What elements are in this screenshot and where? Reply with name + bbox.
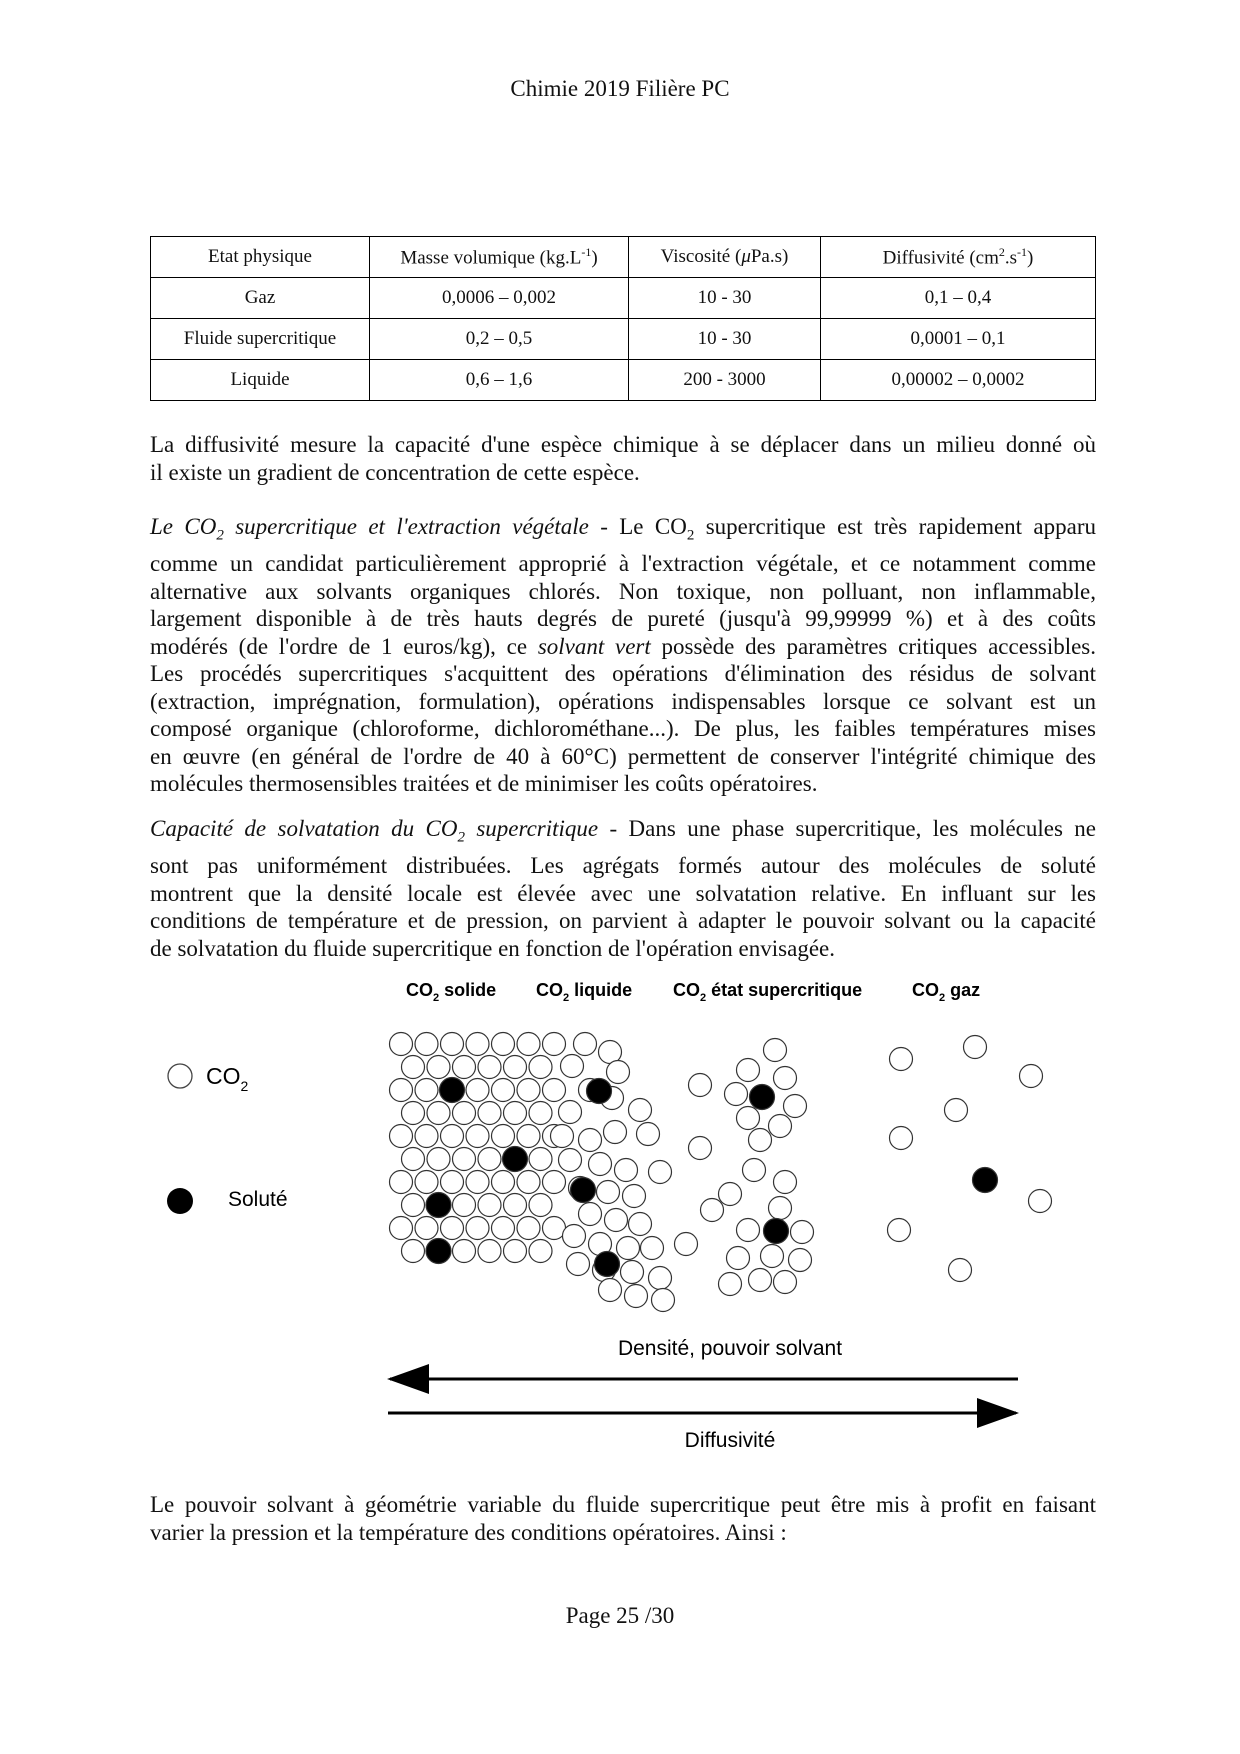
solute-molecule xyxy=(595,1252,620,1277)
co2-molecule xyxy=(764,1039,787,1062)
co2-molecule xyxy=(390,1217,413,1240)
co2-molecule xyxy=(517,1079,540,1102)
co2-molecule xyxy=(402,1148,425,1171)
phase-title-supercritique: $CO_2$ état supercritique xyxy=(673,980,863,1004)
co2-molecule xyxy=(769,1197,792,1220)
header-cell: Masse volumique $(kg.L^{-1})$ xyxy=(370,237,629,278)
table-cell: 200 - 3000 xyxy=(629,360,821,401)
co2-molecule xyxy=(719,1273,742,1296)
phase-title-solide: $CO_2$ solide xyxy=(406,980,497,1004)
co2-molecule xyxy=(402,1194,425,1217)
co2-molecule xyxy=(789,1249,812,1272)
solute-molecule xyxy=(503,1147,528,1172)
co2-molecule xyxy=(390,1033,413,1056)
co2-molecule xyxy=(617,1237,640,1260)
paragraph-solvation: Capacité de solvatation du $CO_2$ supercritique - Dans une phase supercritique, les molécules ne sont pas uniformément distribuées. Les agrégats formés autour des molécules de soluté montrent que la densité locale est élevée avec une solvatation relative. En influant sur les conditions de température et de pression, on parvient à adapter le pouvoir solvant ou la capacité de solvatation du fluide supercritique en fonction de l'opération envisagée. xyxy=(150,816,1097,961)
co2-molecule xyxy=(504,1056,527,1079)
co2-molecule xyxy=(478,1240,501,1263)
co2-molecule xyxy=(964,1036,987,1059)
co2-molecule xyxy=(597,1181,620,1204)
co2-molecule xyxy=(402,1056,425,1079)
section-title: Capacité de solvatation du $CO_2$ supercritique xyxy=(150,816,599,846)
co2-molecule xyxy=(543,1079,566,1102)
table-row xyxy=(151,360,1096,401)
co2-molecule xyxy=(890,1127,913,1150)
co2-molecule xyxy=(769,1115,792,1138)
co2-molecule xyxy=(607,1061,630,1084)
co2-molecule xyxy=(466,1125,489,1148)
co2-molecule xyxy=(441,1217,464,1240)
co2-molecule xyxy=(492,1033,515,1056)
table-row xyxy=(151,319,1096,360)
co2-molecule xyxy=(579,1203,602,1226)
table-cell: 0,1 – 0,4 xyxy=(821,278,1096,319)
co2-molecule xyxy=(743,1159,766,1182)
table-cell: Fluide supercritique xyxy=(151,319,370,360)
co2-molecule xyxy=(945,1099,968,1122)
co2-molecule xyxy=(415,1217,438,1240)
solute-molecule xyxy=(440,1078,465,1103)
co2-molecule xyxy=(504,1194,527,1217)
table-row xyxy=(151,278,1096,319)
co2-molecule xyxy=(563,1225,586,1248)
co2-molecule xyxy=(652,1289,675,1312)
co2-molecule xyxy=(466,1171,489,1194)
co2-molecule xyxy=(579,1129,602,1152)
molecule-layer xyxy=(390,1033,1052,1312)
co2-molecule xyxy=(517,1125,540,1148)
co2-molecule xyxy=(478,1148,501,1171)
legend-co2-label: $CO_2$ xyxy=(206,1063,249,1094)
table-cell: 10 - 30 xyxy=(629,319,821,360)
co2-molecule xyxy=(466,1217,489,1240)
co2-molecule xyxy=(641,1237,664,1260)
co2-molecule xyxy=(637,1123,660,1146)
paragraph-diffusivity: La diffusivité mesure la capacité d'une espèce chimique à se déplacer dans un milieu donné où il existe un gradient de concentration de cette espèce. xyxy=(150,432,1096,485)
co2-molecule xyxy=(415,1171,438,1194)
co2-molecule xyxy=(427,1148,450,1171)
co2-molecule xyxy=(774,1067,797,1090)
solute-molecule xyxy=(571,1178,596,1203)
co2-molecule xyxy=(529,1240,552,1263)
co2-molecule xyxy=(561,1055,584,1078)
co2-molecule xyxy=(615,1159,638,1182)
co2-molecule xyxy=(466,1033,489,1056)
co2-molecule xyxy=(725,1083,748,1106)
co2-molecule xyxy=(774,1171,797,1194)
legend-solute-icon xyxy=(167,1188,193,1214)
table-cell: 0,6 – 1,6 xyxy=(370,360,629,401)
page-footer: Page 25 /30 xyxy=(565,1603,675,1628)
co2-molecule xyxy=(478,1194,501,1217)
co2-molecule xyxy=(629,1099,652,1122)
table-cell: 0,0001 – 0,1 xyxy=(821,319,1096,360)
co2-molecule xyxy=(749,1129,772,1152)
co2-molecule xyxy=(589,1153,612,1176)
co2-molecule xyxy=(415,1079,438,1102)
co2-molecule xyxy=(649,1267,672,1290)
solute-molecule xyxy=(587,1079,612,1104)
co2-molecule xyxy=(623,1185,646,1208)
co2-molecule xyxy=(441,1171,464,1194)
co2-molecule xyxy=(675,1233,698,1256)
co2-molecule xyxy=(543,1171,566,1194)
paragraph-conclusion: Le pouvoir solvant à géométrie variable du fluide supercritique peut être mis à profit en faisant varier la pression et la température des conditions opératoires. Ainsi : xyxy=(150,1492,1096,1545)
co2-molecule xyxy=(529,1102,552,1125)
co2-molecule xyxy=(492,1125,515,1148)
co2-molecule xyxy=(529,1194,552,1217)
co2-molecule xyxy=(605,1209,628,1232)
co2-molecule xyxy=(689,1137,712,1160)
co2-molecule xyxy=(604,1121,627,1144)
arrow-left-label: Densité, pouvoir solvant xyxy=(617,1337,843,1360)
co2-molecule xyxy=(761,1245,784,1268)
arrow-right-label: Diffusivité xyxy=(684,1429,776,1452)
co2-molecule xyxy=(689,1074,712,1097)
co2-molecule xyxy=(402,1240,425,1263)
table-cell: 0,2 – 0,5 xyxy=(370,319,629,360)
legend-co2-icon xyxy=(168,1064,192,1088)
co2-molecule xyxy=(492,1079,515,1102)
co2-molecule xyxy=(415,1125,438,1148)
co2-molecule xyxy=(737,1107,760,1130)
page-header: Chimie 2019 Filière PC xyxy=(510,76,730,101)
co2-molecule xyxy=(453,1240,476,1263)
solute-molecule xyxy=(973,1168,998,1193)
header-cell: Diffusivité $(cm^2.s^{-1})$ xyxy=(821,237,1096,278)
co2-molecule xyxy=(719,1183,742,1206)
co2-molecule xyxy=(517,1171,540,1194)
co2-molecule xyxy=(492,1217,515,1240)
co2-molecule xyxy=(453,1056,476,1079)
co2-molecule xyxy=(504,1102,527,1125)
table-cell: 0,0006 – 0,002 xyxy=(370,278,629,319)
co2-molecule xyxy=(427,1056,450,1079)
header-cell: Etat physique xyxy=(151,237,370,278)
co2-molecule xyxy=(727,1247,750,1270)
phase-title-liquide: $CO_2$ liquide xyxy=(536,980,633,1004)
co2-molecule xyxy=(621,1261,644,1284)
co2-molecule xyxy=(478,1102,501,1125)
phase-title-gaz: $CO_2$ gaz xyxy=(912,980,981,1004)
paragraph-extraction: Le $CO_2$ supercritique et l'extraction végétale - Le $CO_2$ supercritique est très rapidement apparu comme un candidat particulièrement approprié à l'extraction végétale, et ce notamment comme alternative aux solvants organiques chlorés. Non toxique, non polluant, non inflammable, largement disponible à de très hauts degrés de pureté (jusqu'à 99,99999 %) et à des coûts modérés (de l'ordre de 1 euros/kg), ce solvant vert possède des paramètres critiques accessibles. Les procédés supercritiques s'acquittent des opérations d'élimination des résidus de solvant (extraction, imprégnation, formulation), opérations indispensables lorsque ce solvant est un composé organique (chloroforme, dichlorométhane...). De plus, les faibles températures mises en œuvre (en général de l'ordre de 40 à 60°C) permettent de conserver l'intégrité chimique des molécules thermosensibles traitées et de minimiser les coûts opératoires. xyxy=(150,514,1097,797)
co2-molecule xyxy=(453,1148,476,1171)
co2-molecule xyxy=(390,1079,413,1102)
co2-molecule xyxy=(453,1194,476,1217)
table-cell: 0,00002 – 0,0002 xyxy=(821,360,1096,401)
co2-phases-figure xyxy=(0,960,1240,1480)
co2-molecule xyxy=(543,1033,566,1056)
table-cell: 10 - 30 xyxy=(629,278,821,319)
co2-molecule xyxy=(559,1101,582,1124)
co2-molecule xyxy=(888,1219,911,1242)
co2-molecule xyxy=(529,1148,552,1171)
co2-molecule xyxy=(492,1171,515,1194)
co2-molecule xyxy=(737,1059,760,1082)
co2-molecule xyxy=(453,1102,476,1125)
properties-table xyxy=(150,236,1096,401)
co2-molecule xyxy=(517,1033,540,1056)
table-cell: Gaz xyxy=(151,278,370,319)
co2-molecule xyxy=(559,1149,582,1172)
co2-molecule xyxy=(517,1217,540,1240)
co2-molecule xyxy=(427,1102,450,1125)
co2-molecule xyxy=(504,1240,527,1263)
co2-molecule xyxy=(574,1033,597,1056)
co2-molecule xyxy=(390,1171,413,1194)
co2-molecule xyxy=(551,1125,574,1148)
solute-molecule xyxy=(426,1193,451,1218)
co2-molecule xyxy=(701,1199,724,1222)
co2-molecule xyxy=(791,1221,814,1244)
co2-molecule xyxy=(402,1102,425,1125)
legend-solute-label: Soluté xyxy=(228,1188,288,1211)
co2-molecule xyxy=(466,1079,489,1102)
table-header-row xyxy=(151,237,1096,278)
co2-molecule xyxy=(415,1033,438,1056)
co2-molecule xyxy=(441,1033,464,1056)
co2-molecule xyxy=(629,1213,652,1236)
co2-molecule xyxy=(441,1125,464,1148)
co2-molecule xyxy=(1020,1065,1043,1088)
co2-molecule xyxy=(737,1219,760,1242)
co2-molecule xyxy=(599,1279,622,1302)
table-cell: Liquide xyxy=(151,360,370,401)
co2-molecule xyxy=(529,1056,552,1079)
co2-molecule xyxy=(784,1095,807,1118)
co2-molecule xyxy=(749,1269,772,1292)
solute-molecule xyxy=(764,1219,789,1244)
co2-molecule xyxy=(567,1253,590,1276)
co2-molecule xyxy=(949,1259,972,1282)
co2-molecule xyxy=(890,1048,913,1071)
solute-molecule xyxy=(750,1085,775,1110)
section-title: Le $CO_2$ supercritique et l'extraction végétale xyxy=(150,514,589,544)
co2-molecule xyxy=(774,1271,797,1294)
co2-molecule xyxy=(649,1161,672,1184)
co2-molecule xyxy=(478,1056,501,1079)
header-cell: Viscosité (μPa.s) xyxy=(629,237,821,278)
solute-molecule xyxy=(426,1239,451,1264)
co2-molecule xyxy=(1029,1190,1052,1213)
co2-molecule xyxy=(625,1285,648,1308)
co2-molecule xyxy=(390,1125,413,1148)
